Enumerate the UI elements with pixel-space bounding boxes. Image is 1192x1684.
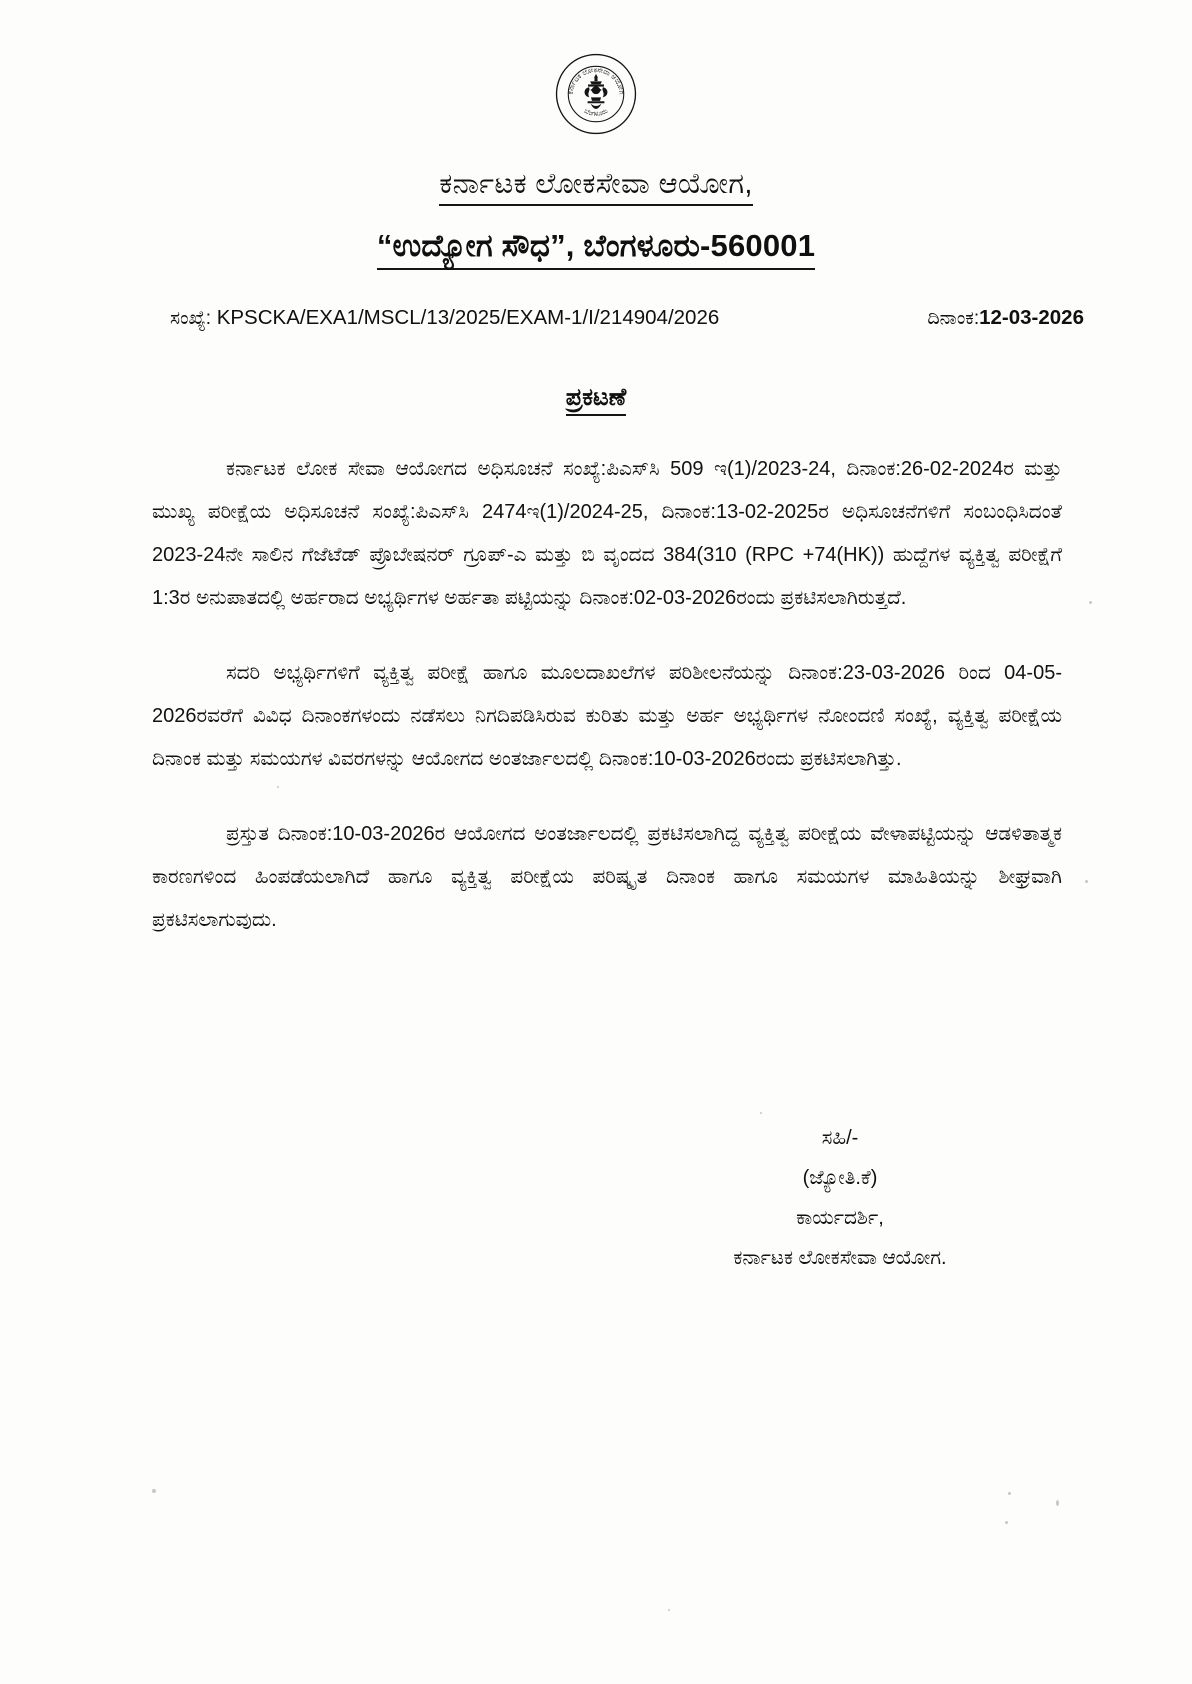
svg-text:ಕರ್ನಾಟಕ ಲೋಕಸೇವಾ ಆಯೋಗ: ಕರ್ನಾಟಕ ಲೋಕಸೇವಾ ಆಯೋಗ: [567, 66, 625, 95]
reference-row: [170, 306, 1084, 330]
date-value: 12-03-2026: [979, 306, 1084, 329]
reference-value: KPSCKA/EXA1/MSCL/13/2025/EXAM-1/I/214904/2026: [216, 306, 720, 329]
paragraph-3: ಪ್ರಸ್ತುತ ದಿನಾಂಕ:10-03-2026ರ ಆಯೋಗದ ಅಂತರ್ಜಾಲದಲ್ಲಿ ಪ್ರಕಟಿಸಲಾಗಿದ್ದ ವ್ಯಕ್ತಿತ್ವ ಪರೀಕ್ಷೆಯ ವೇಳಾಪಟ್ಟಿಯನ್ನು ಆಡಳಿತಾತ್ಮಕ ಕಾರಣಗಳಿಂದ ಹಿಂಪಡೆಯಲಾಗಿದೆ ಹಾಗೂ ವ್ಯಕ್ತಿತ್ವ ಪರೀಕ್ಷೆಯ ಪರಿಷ್ಕೃತ ದಿನಾಂಕ ಹಾಗೂ ಸಮಯಗಳ ಮಾಹಿತಿಯನ್ನು ಶೀಘ್ರವಾಗಿ ಪ್ರಕಟಿಸಲಾಗುವುದು.: [152, 823, 1062, 931]
document-date: [927, 306, 1084, 330]
document-body: [152, 448, 1062, 942]
reference-number: [170, 306, 719, 330]
scan-speck: [1085, 880, 1088, 883]
organisation-name-text: ಕರ್ನಾಟಕ ಲೋಕಸೇವಾ ಆಯೋಗ,: [439, 168, 752, 206]
scan-speck: [277, 786, 279, 788]
svg-text:ಬೆಂಗಳೂರು: ಬೆಂಗಳೂರು: [582, 107, 610, 119]
scan-speck: [668, 1609, 670, 1611]
document-title-text: ಪ್ರಕಟಣೆ: [566, 384, 626, 416]
reference-label: ಸಂಖ್ಯೆ:: [170, 308, 211, 329]
scan-speck: [1005, 1521, 1008, 1524]
organisation-address: [0, 228, 1192, 270]
signatory-designation: ಕಾರ್ಯದರ್ಶಿ,: [796, 1207, 884, 1229]
scan-speck: [1008, 1492, 1011, 1495]
signatory-name: (ಜ್ಯೋತಿ.ಕೆ): [802, 1167, 878, 1189]
signature-block: [640, 1118, 1040, 1278]
organisation-address-text: “ಉದ್ಯೋಗ ಸೌಧ”, ಬೆಂಗಳೂರು-560001: [377, 228, 815, 270]
paragraph-1: ಕರ್ನಾಟಕ ಲೋಕ ಸೇವಾ ಆಯೋಗದ ಅಧಿಸೂಚನೆ ಸಂಖ್ಯೆ:ಪಿಎಸ್‌ಸಿ 509 ಇ(1)/2023-24, ದಿನಾಂಕ:26-02-2024ರ ಮತ್ತು ಮುಖ್ಯ ಪರೀಕ್ಷೆಯ ಅಧಿಸೂಚನೆ ಸಂಖ್ಯೆ:ಪಿಎಸ್‌ಸಿ 2474ಇ(1)/2024-25, ದಿನಾಂಕ:13-02-2025ರ ಅಧಿಸೂಚನೆಗಳಿಗೆ ಸಂಬಂಧಿಸಿದಂತೆ 2023-24ನೇ ಸಾಲಿನ ಗೆಜೆಟೆಡ್ ಪ್ರೊಬೇಷನರ್ ಗ್ರೂಪ್-ಎ ಮತ್ತು ಬಿ ವೃಂದದ 384(310 (RPC +74(HK)) ಹುದ್ದೆಗಳ ವ್ಯಕ್ತಿತ್ವ ಪರೀಕ್ಷೆಗೆ 1:3ರ ಅನುಪಾತದಲ್ಲಿ ಅರ್ಹರಾದ ಅಭ್ಯರ್ಥಿಗಳ ಅರ್ಹತಾ ಪಟ್ಟಿಯನ್ನು ದಿನಾಂಕ:02-03-2026ರಂದು ಪ್ರಕಟಿಸಲಾಗಿರುತ್ತದೆ.: [152, 458, 1062, 609]
scan-speck: [152, 1489, 156, 1493]
emblem-container: [0, 52, 1192, 136]
organisation-name: [0, 168, 1192, 206]
date-label: ದಿನಾಂಕ:: [927, 308, 980, 329]
signature-sd: ಸಹಿ/-: [821, 1127, 859, 1149]
scan-speck: [1056, 1500, 1059, 1506]
signatory-organisation: ಕರ್ನಾಟಕ ಲೋಕಸೇವಾ ಆಯೋಗ.: [733, 1247, 947, 1269]
paragraph-2: ಸದರಿ ಅಭ್ಯರ್ಥಿಗಳಿಗೆ ವ್ಯಕ್ತಿತ್ವ ಪರೀಕ್ಷೆ ಹಾಗೂ ಮೂಲದಾಖಲೆಗಳ ಪರಿಶೀಲನೆಯನ್ನು ದಿನಾಂಕ:23-03-2026 ರಿಂದ 04-05-2026ರವರೆಗೆ ವಿವಿಧ ದಿನಾಂಕಗಳಂದು ನಡೆಸಲು ನಿಗದಿಪಡಿಸಿರುವ ಕುರಿತು ಮತ್ತು ಅರ್ಹ ಅಭ್ಯರ್ಥಿಗಳ ನೋಂದಣಿ ಸಂಖ್ಯೆ, ವ್ಯಕ್ತಿತ್ವ ಪರೀಕ್ಷೆಯ ದಿನಾಂಕ ಮತ್ತು ಸಮಯಗಳ ವಿವರಗಳನ್ನು ಆಯೋಗದ ಅಂತರ್ಜಾಲದಲ್ಲಿ ದಿನಾಂಕ:10-03-2026ರಂದು ಪ್ರಕಟಿಸಲಾಗಿತ್ತು.: [152, 662, 1062, 770]
scan-speck: [760, 1112, 762, 1114]
document-title: [0, 384, 1192, 416]
karnataka-state-emblem-icon: [554, 52, 638, 136]
scan-speck: [1089, 601, 1092, 604]
